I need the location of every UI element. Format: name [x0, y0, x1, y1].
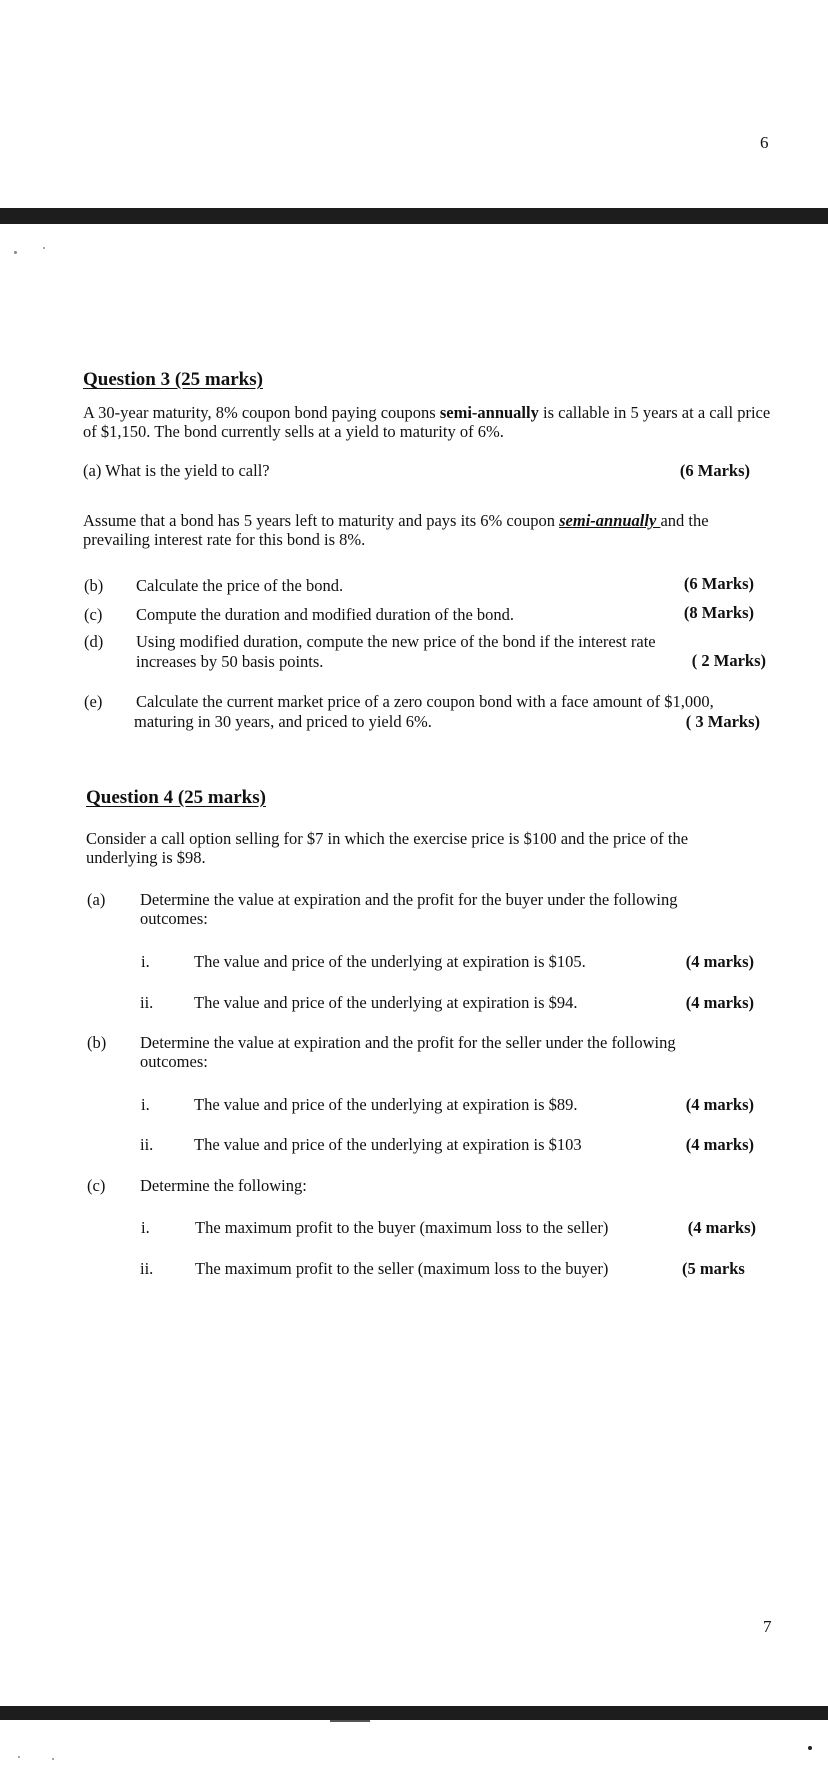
page-separator-top: [0, 208, 828, 224]
question-3e-text: Calculate the current market price of a zero coupon bond with a face amount of $1,000,: [136, 692, 714, 711]
question-3c-marks: (8 Marks): [683, 603, 754, 622]
question-3a-marks: (6 Marks): [679, 461, 750, 480]
question-4b-ii-text: The value and price of the underlying at expiration is $103: [194, 1135, 582, 1154]
question-4b-i-marks: (4 marks): [685, 1095, 754, 1114]
question-4b-text: Determine the value at expiration and the profit for the seller under the following outcomes:: [140, 1033, 676, 1071]
assume-text: Assume that a bond has 5 years left to maturity and pays its 6% coupon: [83, 511, 560, 530]
question-3b-label: (b): [84, 576, 104, 595]
page-number-bottom: 7: [763, 1617, 772, 1636]
question-3b-marks: (6 Marks): [683, 574, 754, 593]
question-4c-i-text: The maximum profit to the buyer (maximum loss to the seller): [195, 1218, 609, 1237]
question-4c-i-label: i.: [141, 1218, 150, 1237]
question-4b-ii-marks: (4 marks): [685, 1135, 754, 1154]
intro-text-cont: is callable in 5 years at a call price of $1,150. The bond currently sells at a yield to maturity of 6%.: [83, 403, 771, 441]
intro-text: A 30-year maturity, 8% coupon bond paying coupons: [83, 403, 440, 422]
intro-bold-text: semi-annually: [439, 403, 539, 422]
scan-speck: [52, 1758, 54, 1760]
question-4b-i-text: The value and price of the underlying at expiration is $89.: [194, 1095, 578, 1114]
question-4c-ii-label: ii.: [140, 1259, 154, 1278]
page-number-top: 6: [760, 133, 769, 152]
page-separator-bottom: [0, 1706, 828, 1720]
question-4a-text: Determine the value at expiration and the profit for the buyer under the following outcomes:: [140, 890, 678, 928]
question-3-title: Question 3 (25 marks): [83, 369, 263, 390]
question-4a-label: (a): [87, 890, 106, 909]
question-4-intro: Consider a call option selling for $7 in which the exercise price is $100 and the price of the underlying is $98.: [86, 829, 689, 867]
question-4a-i-text: The value and price of the underlying at expiration is $105.: [194, 952, 586, 971]
question-3-assumption: [83, 511, 763, 549]
question-4a-ii-label: ii.: [140, 993, 154, 1012]
question-3d-marks: ( 2 Marks): [691, 651, 766, 670]
question-4a-i-label: i.: [141, 952, 150, 971]
question-4a-ii-marks: (4 marks): [685, 993, 754, 1012]
scan-speck: [18, 1756, 20, 1758]
question-4b-label: (b): [87, 1033, 107, 1052]
question-3a-text: (a) What is the yield to call?: [83, 461, 270, 480]
scan-edge-mark: [330, 1720, 370, 1722]
question-4a-ii-text: The value and price of the underlying at expiration is $94.: [194, 993, 578, 1012]
question-3c-text: Compute the duration and modified duration of the bond.: [136, 605, 515, 624]
question-3d-text-line2: increases by 50 basis points.: [136, 652, 324, 671]
question-4c-ii-text: The maximum profit to the seller (maximum loss to the buyer): [195, 1259, 609, 1278]
question-3b-text: Calculate the price of the bond.: [136, 576, 344, 595]
scan-speck: [808, 1746, 812, 1750]
scan-speck: [14, 251, 17, 254]
question-4c-ii-marks: (5 marks: [682, 1259, 745, 1278]
question-3d-text: Using modified duration, compute the new price of the bond if the interest rate: [136, 632, 656, 651]
question-3e-marks: ( 3 Marks): [685, 712, 760, 731]
assume-text-cont: and the prevailing interest rate for this bond is 8%.: [83, 511, 709, 549]
question-4b-ii-label: ii.: [140, 1135, 154, 1154]
question-4c-text: Determine the following:: [140, 1176, 307, 1195]
question-3c-label: (c): [84, 605, 103, 624]
question-3d-label: (d): [84, 632, 104, 651]
question-4b-i-label: i.: [141, 1095, 150, 1114]
question-4c-i-marks: (4 marks): [687, 1218, 756, 1237]
question-3e-label: (e): [84, 692, 103, 711]
question-4a-i-marks: (4 marks): [685, 952, 754, 971]
question-4-title: Question 4 (25 marks): [86, 787, 266, 808]
question-4c-label: (c): [87, 1176, 106, 1195]
assume-emphasis: semi-annually: [559, 511, 661, 530]
scan-speck: [43, 247, 45, 249]
question-3e-text-line2: maturing in 30 years, and priced to yield 6%.: [134, 712, 432, 731]
question-3-intro: [83, 403, 783, 441]
